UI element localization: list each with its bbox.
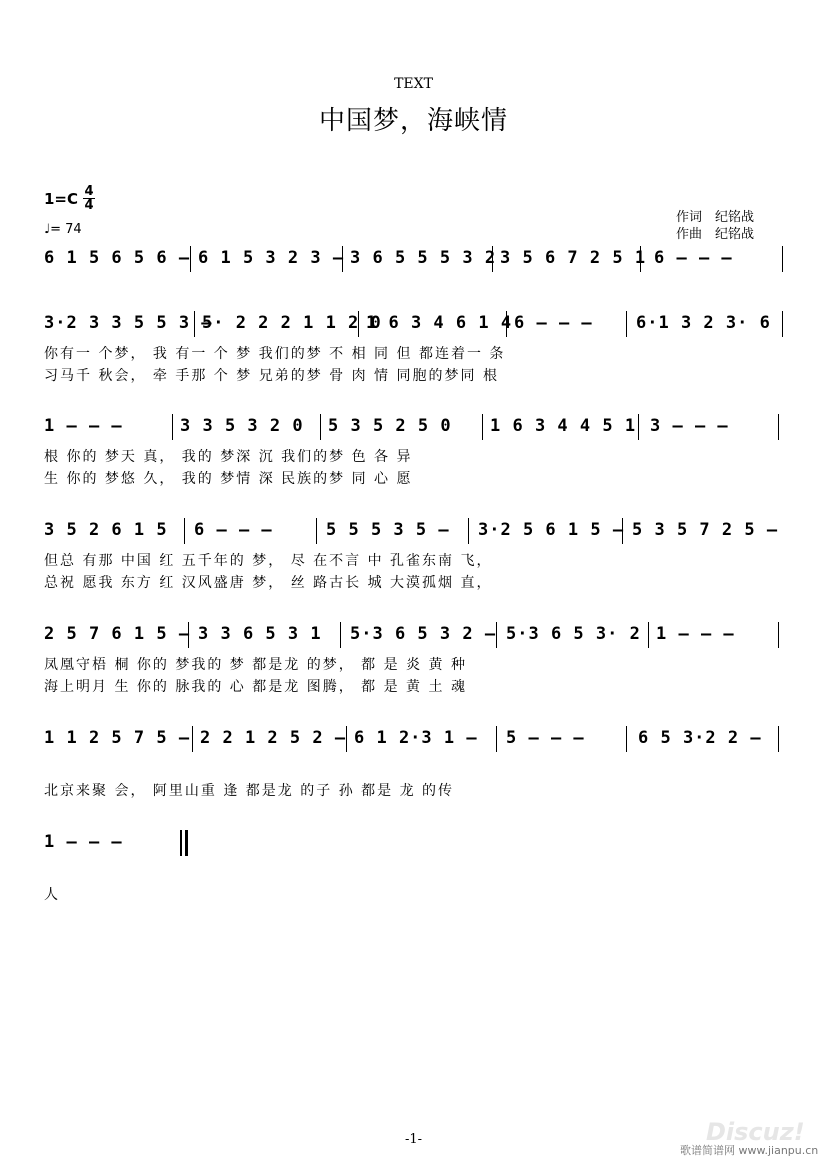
barline [778, 414, 779, 440]
measure: 3 – – – [650, 416, 729, 436]
lyric-line-2: 习马千 秋会， 牵 手那 个 梦 兄弟的梦 骨 肉 情 同胞的梦同 根 [44, 368, 499, 384]
measure: 5· 2 2 2 1 1 2 0 [202, 313, 382, 333]
measure: 5 – – – [506, 728, 585, 748]
composer-credit: 作曲 纪铭战 [676, 227, 755, 242]
measure: 1 – – – [44, 416, 123, 436]
lyric-line-2: 总祝 愿我 东方 红 汉风盛唐 梦， 丝 路古长 城 大漠孤烟 直， [44, 575, 493, 591]
key-signature: 1=C [44, 190, 79, 208]
time-signature [82, 185, 96, 212]
measure: 6 1 5 3 2 3 – [198, 248, 345, 268]
measure: 3 6 5 5 5 3 2 [350, 248, 497, 268]
barline [320, 414, 321, 440]
watermark-text: 歌谱简谱网 www.jianpu.cn [680, 1144, 819, 1157]
watermark-logo: Discuz! [706, 1118, 805, 1146]
header-text: TEXT [394, 76, 433, 92]
barline [346, 726, 347, 752]
measure: 5·3 6 5 3· 2 [506, 624, 641, 644]
lyric-line-1: 但总 有那 中国 红 五千年的 梦， 尽 在不言 中 孔雀东南 飞， [44, 553, 493, 569]
time-signature-top: 4 [84, 184, 94, 199]
lyric-line-1: 人 [44, 887, 60, 903]
score-row-6 [44, 726, 784, 799]
measure: 6 1 5 6 5 6 – [44, 248, 191, 268]
barline [782, 311, 783, 337]
lyric-line-2: 海上明月 生 你的 脉我的 心 都是龙 图腾， 都 是 黄 土 魂 [44, 679, 467, 695]
lyric-line-1: 北京来聚 会， 阿里山重 逢 都是龙 的子 孙 都是 龙 的传 [44, 783, 455, 799]
final-barline-thin [180, 830, 182, 856]
barline [468, 518, 469, 544]
score-row-1 [44, 246, 784, 306]
measure: 2 2 1 2 5 2 – [200, 728, 347, 748]
measure: 6 – – – [654, 248, 733, 268]
measure: 6 – – – [194, 520, 273, 540]
barline [190, 246, 191, 272]
measure: 6 5 3·2 2 – [638, 728, 762, 748]
measure: 3·2 3 3 5 5 3 – [44, 313, 213, 333]
measure: 2 5 7 6 1 5 – [44, 624, 191, 644]
barline [626, 726, 627, 752]
barline [496, 726, 497, 752]
song-title: 中国梦，海峡情 [318, 106, 508, 136]
page-number: -1- [404, 1132, 423, 1147]
measure: 6·1 3 2 3· 6 [636, 313, 771, 333]
barline [192, 726, 193, 752]
barline [648, 622, 649, 648]
measure: 1 6 3 4 4 5 1 [490, 416, 637, 436]
measure: 3 5 2 6 1 5 [44, 520, 168, 540]
lyric-line-1: 你有一 个梦， 我 有一 个 梦 我们的梦 不 相 同 但 都连着一 条 [44, 346, 506, 362]
barline [316, 518, 317, 544]
barline [340, 622, 341, 648]
tempo-marking: ♩= 74 [44, 222, 82, 237]
barline [778, 622, 779, 648]
measure: 3 3 6 5 3 1 [198, 624, 322, 644]
measure: 3 5 6 7 2 5 1 [500, 248, 647, 268]
barline [496, 622, 497, 648]
barline [626, 311, 627, 337]
barline [172, 414, 173, 440]
score-row-5 [44, 622, 784, 695]
barline [778, 726, 779, 752]
score-row-7 [44, 830, 784, 903]
measure: 5·3 6 5 3 2 – [350, 624, 497, 644]
score-row-4 [44, 518, 784, 591]
barline [638, 414, 639, 440]
measure: 6 1 2·3 1 – [354, 728, 478, 748]
measure: 1 – – – [656, 624, 735, 644]
measure: 1 6 3 4 6 1 4 [366, 313, 513, 333]
lyricist-credit: 作词 纪铭战 [676, 210, 755, 225]
measure: 6 – – – [514, 313, 593, 333]
score-row-2 [44, 311, 784, 384]
measure: 5 3 5 2 5 0 [328, 416, 452, 436]
barline [782, 246, 783, 272]
measure: 3·2 5 6 1 5 – [478, 520, 625, 540]
measure: 1 1 2 5 7 5 – [44, 728, 191, 748]
final-barline-thick [185, 830, 188, 856]
measure: 1 – – – [44, 832, 123, 852]
time-signature-bottom: 4 [84, 198, 94, 213]
measure: 3 3 5 3 2 0 [180, 416, 304, 436]
lyric-line-2: 生 你的 梦悠 久， 我的 梦情 深 民族的梦 同 心 愿 [44, 471, 413, 487]
barline [482, 414, 483, 440]
measure: 5 3 5 7 2 5 – [632, 520, 779, 540]
measure: 5 5 5 3 5 – [326, 520, 450, 540]
score-row-3 [44, 414, 784, 487]
barline [184, 518, 185, 544]
lyric-line-1: 根 你的 梦天 真， 我的 梦深 沉 我们的梦 色 各 异 [44, 449, 413, 465]
lyric-line-1: 凤凰守梧 桐 你的 梦我的 梦 都是龙 的梦， 都 是 炎 黄 种 [44, 657, 467, 673]
